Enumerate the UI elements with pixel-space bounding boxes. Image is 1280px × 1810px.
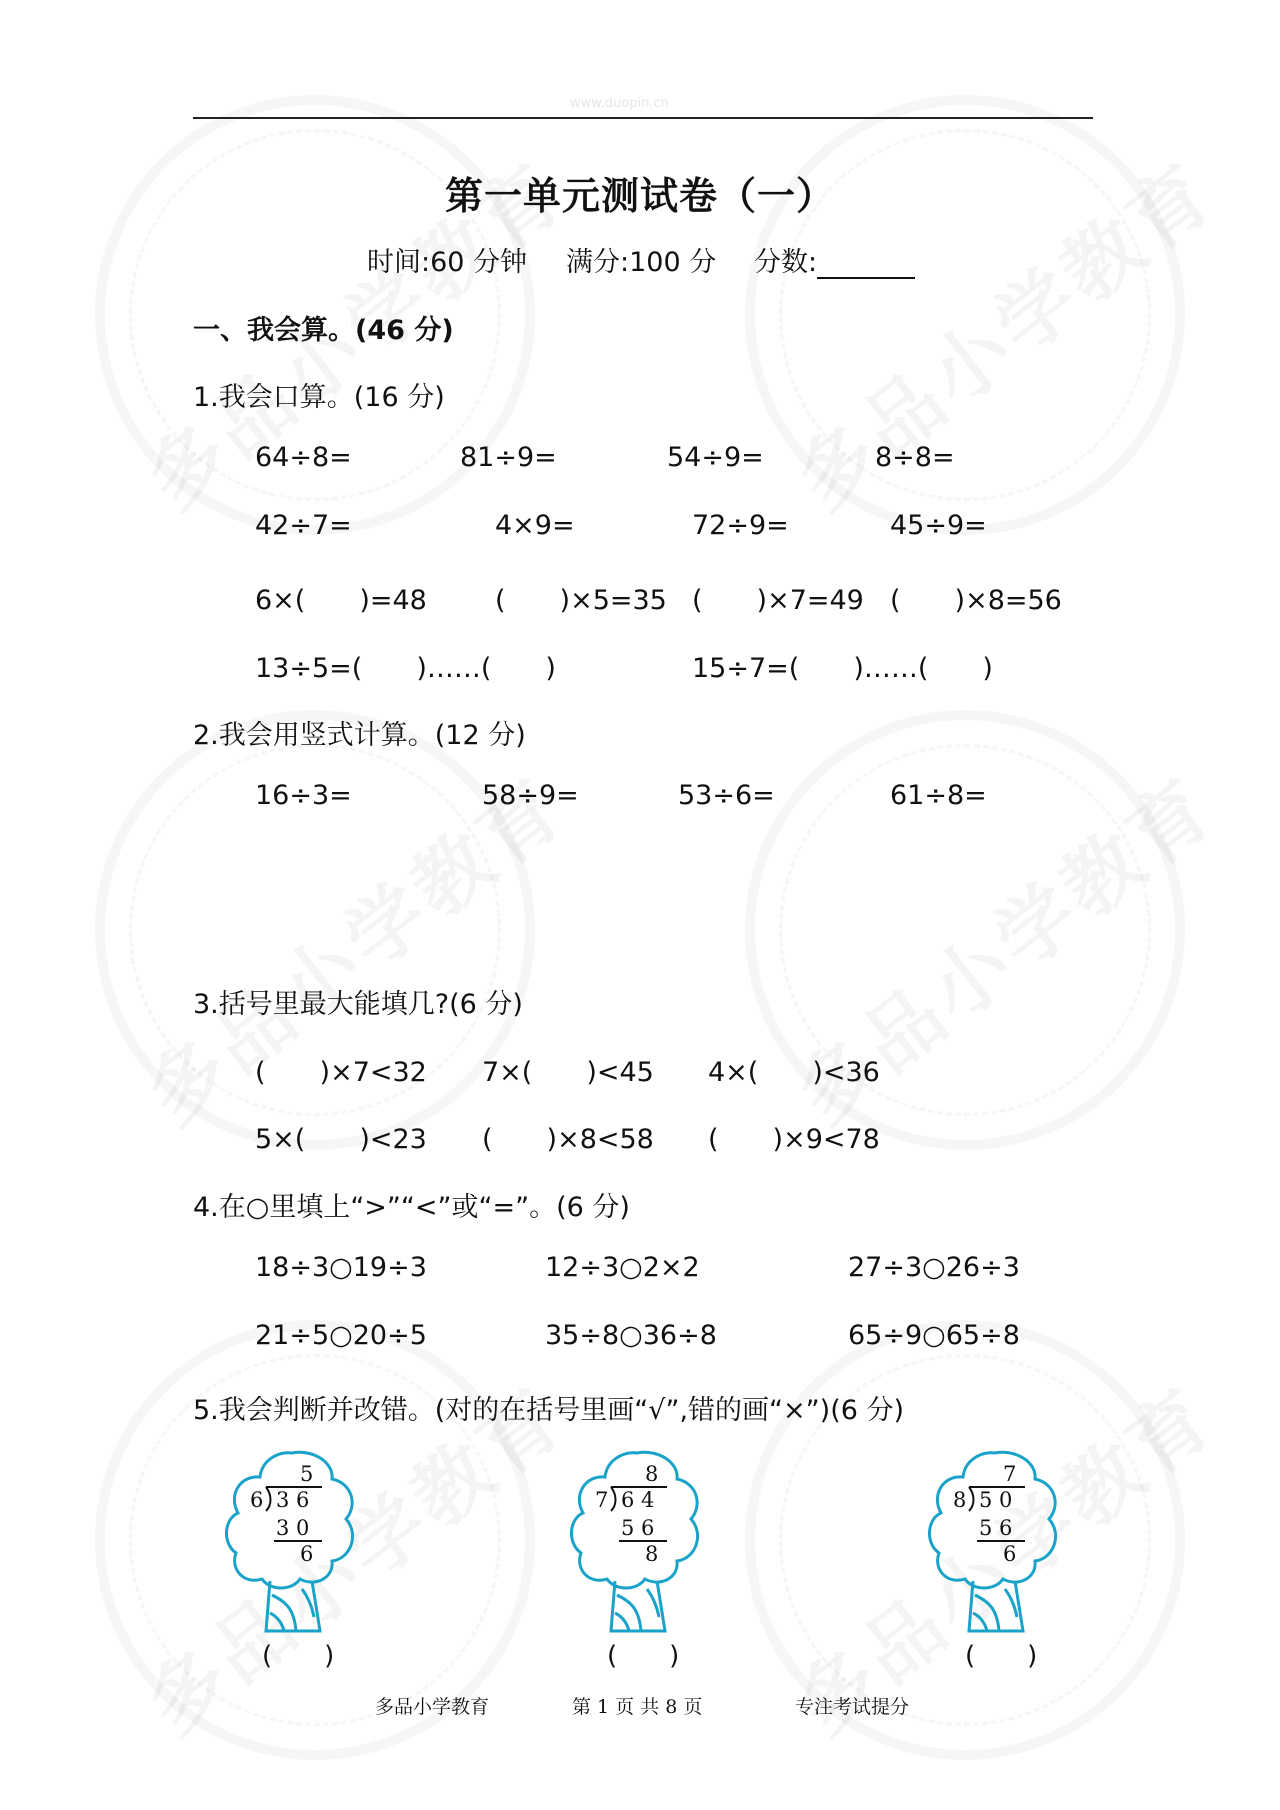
- divisor: 7: [595, 1488, 609, 1512]
- q2-item: 16÷3=: [255, 780, 352, 811]
- q3-item: 4×( )<36: [708, 1057, 880, 1088]
- page-title: 第一单元测试卷（一）: [444, 174, 835, 218]
- q4-item: 27÷3○26÷3: [848, 1252, 1020, 1283]
- score-blank[interactable]: [817, 251, 915, 279]
- quotient: 8: [645, 1462, 659, 1486]
- q1-item: 15÷7=( )……( ): [692, 653, 993, 684]
- question-2-title: 2.我会用竖式计算。(12 分): [193, 720, 526, 751]
- q4-item: 12÷3○2×2: [545, 1252, 700, 1283]
- tree-division-1: [222, 1445, 362, 1635]
- question-4-title: 4.在○里填上“>”“<”或“=”。(6 分): [193, 1192, 630, 1223]
- quotient: 5: [300, 1462, 314, 1486]
- question-5-title: 5.我会判断并改错。(对的在括号里画“√”,错的画“×”)(6 分): [193, 1395, 905, 1426]
- q2-item: 53÷6=: [678, 780, 775, 811]
- q1-item: ( )×7=49: [692, 585, 864, 616]
- header-divider: [193, 117, 1093, 119]
- watermark-stamp: [745, 95, 1185, 535]
- product: 5 6: [621, 1516, 655, 1540]
- q1-item: 6×( )=48: [255, 585, 427, 616]
- dividend: 5 0: [979, 1488, 1013, 1512]
- footer-right: 专注考试提分: [795, 1696, 910, 1718]
- q4-item: 35÷8○36÷8: [545, 1320, 717, 1351]
- footer-left: 多品小学教育: [375, 1696, 490, 1718]
- q3-item: ( )×7<32: [255, 1057, 427, 1088]
- q3-item: ( )×9<78: [708, 1124, 880, 1155]
- tree-division-3: [925, 1445, 1065, 1635]
- footer-page: 第 1 页 共 8 页: [572, 1696, 703, 1718]
- dividend: 6 4: [621, 1488, 655, 1512]
- q1-item: 45÷9=: [890, 510, 987, 541]
- q1-item: 13÷5=( )……( ): [255, 653, 556, 684]
- q1-item: ( )×5=35: [495, 585, 667, 616]
- q2-item: 61÷8=: [890, 780, 987, 811]
- meta-score-label: 分数:: [754, 247, 818, 278]
- q2-item: 58÷9=: [482, 780, 579, 811]
- q1-item: ( )×8=56: [890, 585, 1062, 616]
- tree-division-2: [567, 1445, 707, 1635]
- product: 3 0: [276, 1516, 310, 1540]
- remainder: 6: [300, 1542, 314, 1566]
- q1-item: 81÷9=: [460, 442, 557, 473]
- meta-time: 时间:60 分钟: [367, 247, 528, 278]
- q1-item: 64÷8=: [255, 442, 352, 473]
- answer-paren[interactable]: ( ): [965, 1641, 1038, 1671]
- q3-item: 7×( )<45: [482, 1057, 654, 1088]
- q4-item: 18÷3○19÷3: [255, 1252, 427, 1283]
- section-heading: 一、我会算。(46 分): [193, 315, 454, 346]
- header-url: www.duopin.cn: [570, 96, 669, 111]
- remainder: 6: [1003, 1542, 1017, 1566]
- divisor: 6: [250, 1488, 264, 1512]
- answer-paren[interactable]: ( ): [607, 1641, 680, 1671]
- question-1-title: 1.我会口算。(16 分): [193, 382, 445, 413]
- remainder: 8: [645, 1542, 659, 1566]
- q3-item: ( )×8<58: [482, 1124, 654, 1155]
- divisor: 8: [953, 1488, 967, 1512]
- dividend: 3 6: [276, 1488, 310, 1512]
- meta-score: [754, 240, 915, 279]
- q1-item: 72÷9=: [692, 510, 789, 541]
- q1-item: 4×9=: [495, 510, 575, 541]
- q1-item: 42÷7=: [255, 510, 352, 541]
- question-3-title: 3.括号里最大能填几?(6 分): [193, 989, 523, 1020]
- answer-paren[interactable]: ( ): [262, 1641, 335, 1671]
- meta-full-score: 满分:100 分: [566, 247, 717, 278]
- q3-item: 5×( )<23: [255, 1124, 427, 1155]
- q1-item: 54÷9=: [667, 442, 764, 473]
- q4-item: 65÷9○65÷8: [848, 1320, 1020, 1351]
- q4-item: 21÷5○20÷5: [255, 1320, 427, 1351]
- quotient: 7: [1003, 1462, 1017, 1486]
- product: 5 6: [979, 1516, 1013, 1540]
- q1-item: 8÷8=: [875, 442, 955, 473]
